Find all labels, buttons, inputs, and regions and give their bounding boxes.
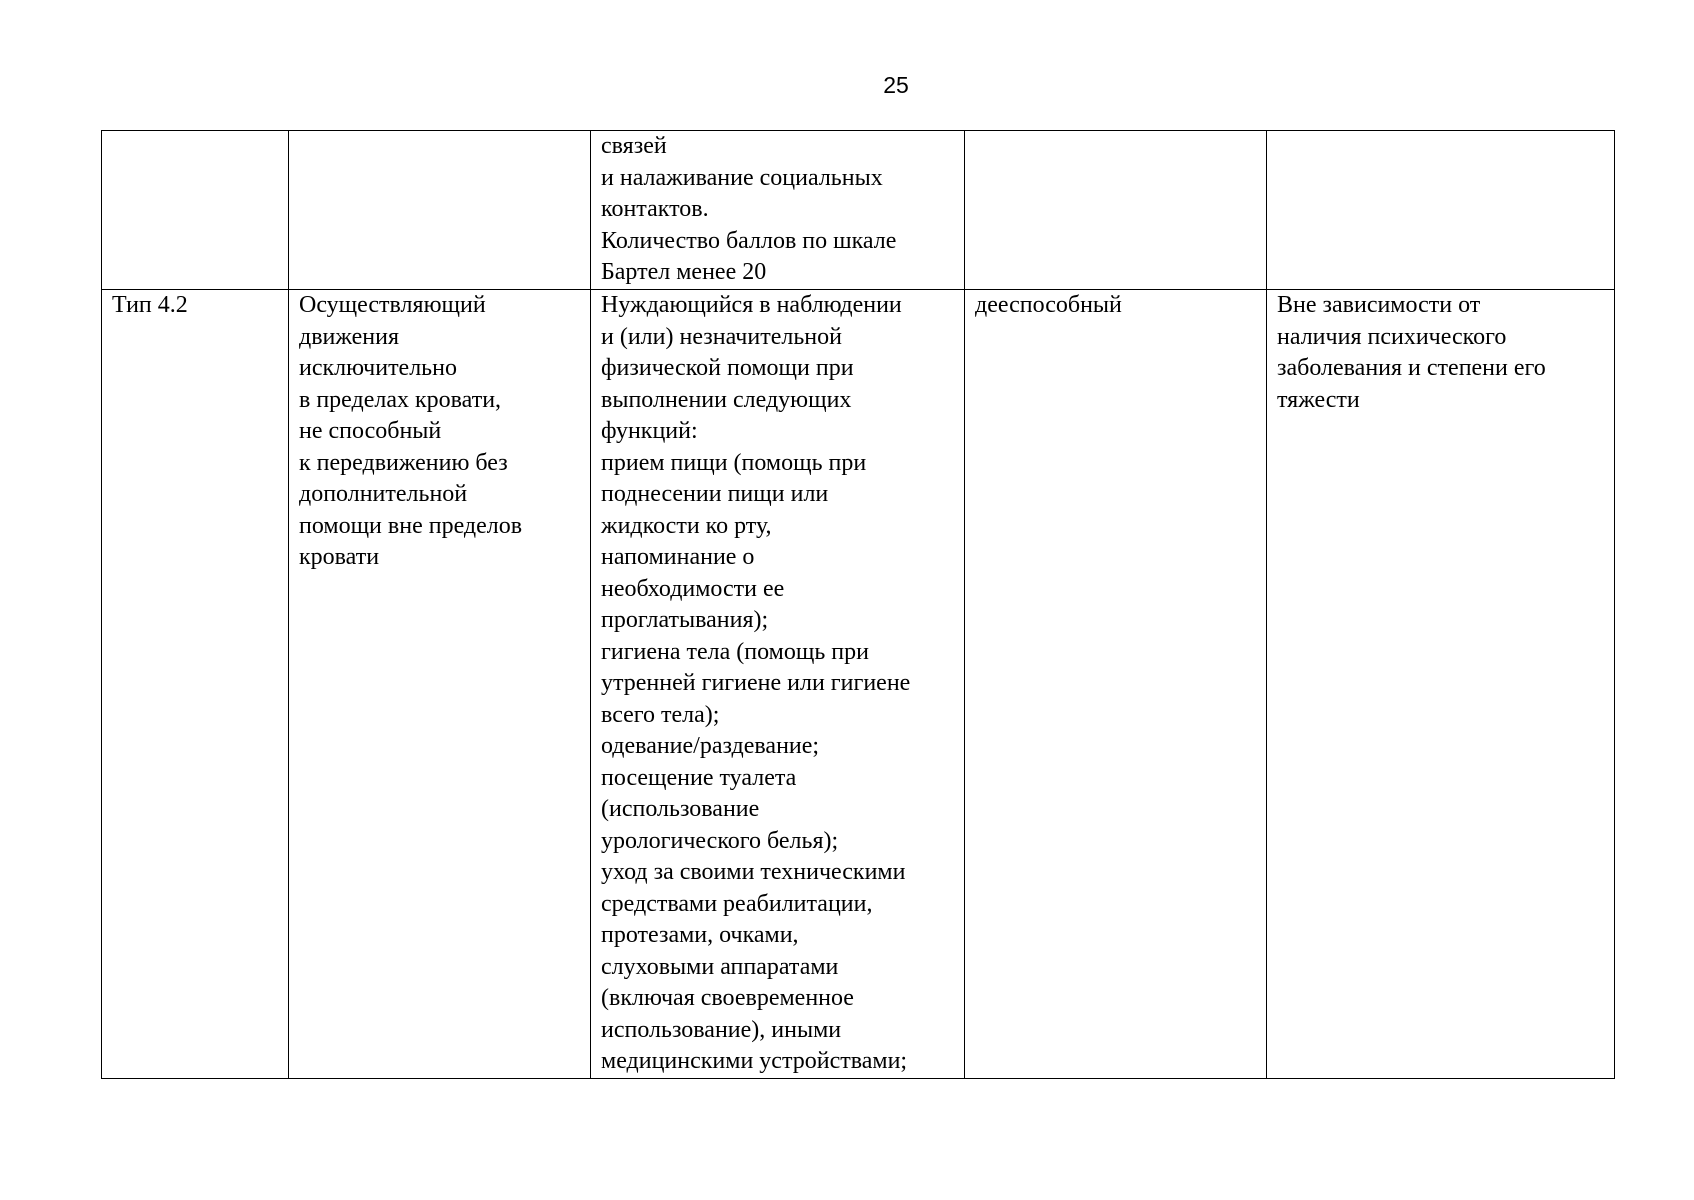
cell-text-line: функций: bbox=[601, 418, 698, 444]
cell-text-line: Тип 4.2 bbox=[112, 292, 188, 318]
table-cell-mobility bbox=[289, 131, 591, 290]
table-cell-mental-condition bbox=[1267, 290, 1615, 1079]
cell-text-line: дополнительной bbox=[299, 481, 468, 507]
cell-text-line: утренней гигиене или гигиене bbox=[601, 670, 911, 696]
cell-text-line: поднесении пищи или bbox=[601, 481, 829, 507]
cell-text-line: всего тела); bbox=[601, 701, 720, 728]
table-cell-needs bbox=[591, 290, 965, 1079]
cell-text-line: прием пищи (помощь при bbox=[601, 449, 867, 476]
document-table bbox=[101, 130, 1615, 1079]
cell-text-line: медицинскими устройствами; bbox=[601, 1048, 908, 1074]
table-row bbox=[102, 290, 1615, 1079]
cell-text-line: Осуществляющий bbox=[299, 292, 486, 318]
cell-text-line: Бартел менее 20 bbox=[601, 259, 767, 285]
cell-text-line: (включая своевременное bbox=[601, 985, 854, 1011]
cell-text-line: протезами, очками, bbox=[601, 922, 799, 948]
cell-text-line: и (или) незначительной bbox=[601, 323, 842, 350]
table-cell-capacity bbox=[965, 290, 1267, 1079]
cell-text-line: и налаживание социальных bbox=[601, 164, 883, 191]
cell-text-line: одевание/раздевание; bbox=[601, 733, 820, 759]
cell-text-line: в пределах кровати, bbox=[299, 386, 502, 413]
cell-text-line: средствами реабилитации, bbox=[601, 890, 873, 917]
table-cell-mental-condition bbox=[1267, 131, 1615, 290]
cell-text-line: помощи вне пределов bbox=[299, 512, 523, 539]
cell-text-line: жидкости ко рту, bbox=[601, 512, 772, 539]
cell-text-line: кровати bbox=[299, 544, 380, 570]
cell-text-line: уход за своими техническими bbox=[601, 859, 906, 885]
table-cell-needs bbox=[591, 131, 965, 290]
cell-text-line: физической помощи при bbox=[601, 355, 854, 381]
cell-text-line: исключительно bbox=[299, 355, 457, 381]
cell-text-line: проглатывания); bbox=[601, 607, 769, 633]
cell-text-line: контактов. bbox=[601, 196, 709, 222]
cell-text-line: к передвижению без bbox=[299, 449, 508, 476]
cell-text-line: движения bbox=[299, 323, 400, 350]
cell-text-line: необходимости ее bbox=[601, 575, 785, 602]
cell-text-line: урологического белья); bbox=[601, 827, 839, 854]
cell-text-line: тяжести bbox=[1277, 386, 1360, 413]
cell-text-line: наличия психического bbox=[1277, 323, 1507, 350]
cell-text-line: дееспособный bbox=[975, 292, 1122, 318]
table-cell-mobility bbox=[289, 290, 591, 1079]
cell-text-line: напоминание о bbox=[601, 544, 755, 570]
cell-text-line: Количество баллов по шкале bbox=[601, 227, 897, 254]
cell-text-line: заболевания и степени его bbox=[1277, 355, 1546, 381]
table-cell-type bbox=[102, 131, 289, 290]
table-cell-capacity bbox=[965, 131, 1267, 290]
table-row bbox=[102, 131, 1615, 290]
cell-text-line: выполнении следующих bbox=[601, 386, 852, 413]
table-cell-type bbox=[102, 290, 289, 1079]
cell-text-line: слуховыми аппаратами bbox=[601, 953, 839, 980]
page-number: 25 bbox=[883, 72, 909, 98]
cell-text-line: посещение туалета bbox=[601, 764, 797, 791]
cell-text-line: использование), иными bbox=[601, 1016, 842, 1043]
cell-text-line: не способный bbox=[299, 418, 442, 444]
cell-text-line: Нуждающийся в наблюдении bbox=[601, 292, 902, 318]
cell-text-line: связей bbox=[601, 133, 667, 159]
cell-text-line: гигиена тела (помощь при bbox=[601, 638, 869, 665]
cell-text-line: Вне зависимости от bbox=[1277, 292, 1481, 318]
cell-text-line: (использование bbox=[601, 796, 760, 822]
